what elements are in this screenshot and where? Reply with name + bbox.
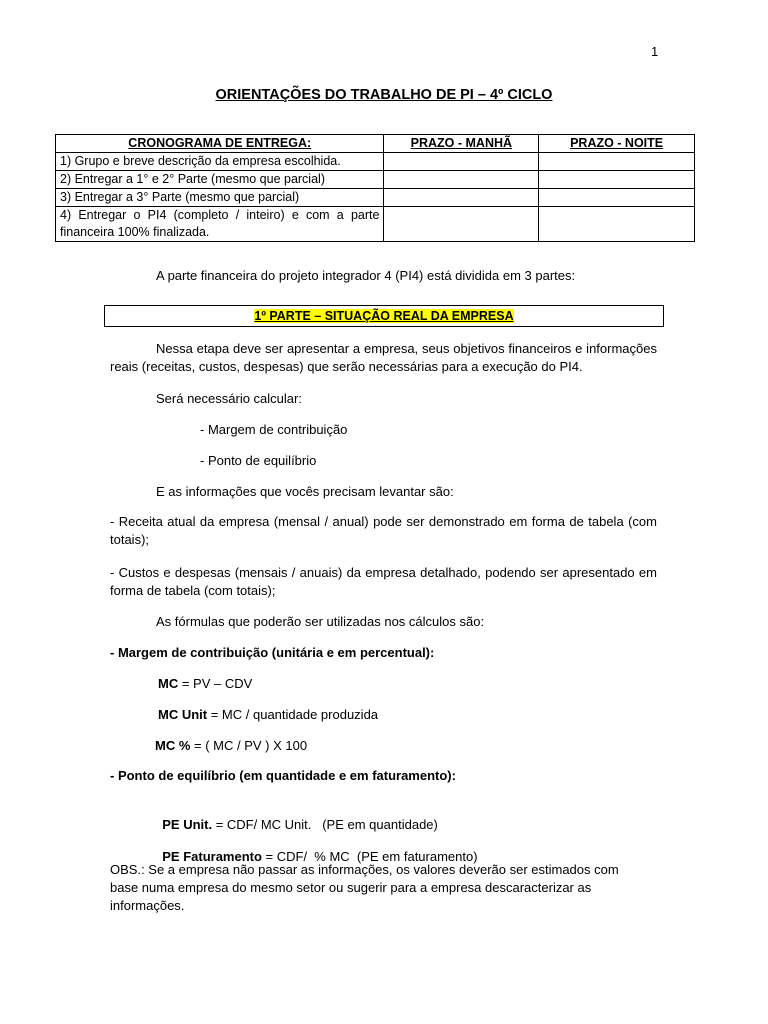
calc-intro: Será necessário calcular: (156, 391, 302, 406)
formula-text: = MC / quantidade produzida (207, 707, 379, 722)
night-deadline-cell (539, 153, 695, 171)
description-paragraph: Nessa etapa deve ser apresentar a empresa, seus objetivos financeiros e informações reais (receitas, custos, despesas) que serão necessárias para a execução do PI4. (110, 341, 657, 374)
formula-text: = CDF/ MC Unit. (PE em quantidade) (212, 817, 438, 832)
formula-line (155, 737, 655, 755)
formula-text: = PV – CDV (178, 676, 253, 691)
schedule-item: 1) Grupo e breve descrição da empresa escolhida. (56, 153, 384, 171)
header-schedule: CRONOGRAMA DE ENTREGA: (56, 135, 384, 153)
table-row (56, 153, 695, 171)
morning-deadline-cell (384, 153, 539, 171)
schedule-item: 2) Entregar a 1° e 2° Parte (mesmo que parcial) (56, 171, 384, 189)
info-intro: E as informações que vocês precisam levantar são: (156, 484, 454, 499)
schedule-item: 4) Entregar o PI4 (completo / inteiro) e com a parte financeira 100% finalizada. (56, 207, 384, 242)
intro-paragraph: A parte financeira do projeto integrador 4 (PI4) está dividida em 3 partes: (156, 268, 576, 283)
header-morning-deadline: PRAZO - MANHÃ (384, 135, 539, 153)
schedule-item: 3) Entregar a 3° Parte (mesmo que parcial) (56, 189, 384, 207)
pe-heading: - Ponto de equilíbrio (em quantidade e em faturamento): (110, 768, 456, 783)
schedule-table (55, 134, 695, 242)
night-deadline-cell (539, 207, 695, 242)
table-header-row (56, 135, 695, 153)
calc-item: - Ponto de equilíbrio (200, 453, 317, 468)
table-row (56, 189, 695, 207)
formula-label: MC (158, 676, 179, 691)
formulas-intro: As fórmulas que poderão ser utilizadas nos cálculos são: (156, 614, 485, 629)
formula-text: = ( MC / PV ) X 100 (190, 738, 308, 753)
section-heading-box (104, 305, 664, 327)
morning-deadline-cell (384, 171, 539, 189)
info-item: - Custos e despesas (mensais / anuais) da empresa detalhado, podendo ser apresentado em forma de tabela (com totais); (110, 565, 657, 598)
header-night-deadline: PRAZO - NOITE (539, 135, 695, 153)
info-item: - Receita atual da empresa (mensal / anual) pode ser demonstrado em forma de tabela (com totais); (110, 514, 657, 547)
formula-label: PE Faturamento (162, 849, 262, 864)
document-title: ORIENTAÇÕES DO TRABALHO DE PI – 4º CICLO (215, 87, 553, 103)
formula-line (155, 798, 655, 834)
night-deadline-cell (539, 171, 695, 189)
table-row (56, 207, 695, 242)
mc-heading: - Margem de contribuição (unitária e em percentual): (110, 645, 435, 660)
morning-deadline-cell (384, 207, 539, 242)
formula-line (158, 675, 658, 693)
section-heading: 1º PARTE – SITUAÇÃO REAL DA EMPRESA (254, 309, 514, 323)
formula-text: = CDF/ % MC (PE em faturamento) (261, 849, 478, 864)
night-deadline-cell (539, 189, 695, 207)
calc-item: - Margem de contribuição (200, 422, 348, 437)
formula-label: PE Unit. (162, 817, 213, 832)
table-row (56, 171, 695, 189)
obs-paragraph: OBS.: Se a empresa não passar as informações, os valores deverão ser estimados com base numa empresa do mesmo setor ou sugerir para a empresa descaracterizar as informações. (110, 862, 619, 913)
formula-label: MC % (155, 738, 191, 753)
morning-deadline-cell (384, 189, 539, 207)
formula-label: MC Unit (158, 707, 208, 722)
formula-line (158, 706, 658, 724)
page-number: 1 (651, 44, 659, 59)
